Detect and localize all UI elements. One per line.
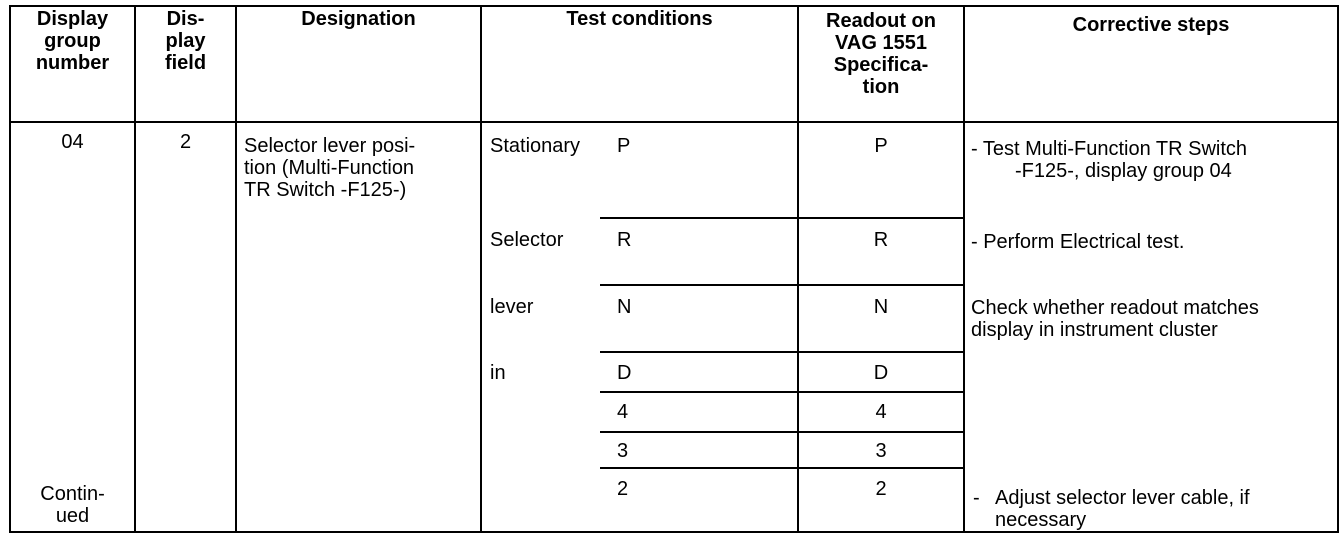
readout-value: 3	[875, 440, 887, 462]
condition-in: in	[490, 362, 506, 384]
corrective-step-check-readout	[971, 297, 1259, 341]
table-border-top	[9, 5, 1339, 7]
designation-line: TR Switch -F125-)	[244, 179, 407, 201]
corrective-line: -F125-, display group 04	[1015, 160, 1232, 182]
corrective-step-electrical-test: - Perform Electrical test.	[971, 231, 1185, 253]
readout-value: P	[874, 135, 888, 157]
display-field: 2	[179, 131, 192, 153]
continued-line: ued	[55, 505, 90, 527]
corrective-line: necessary	[995, 509, 1087, 531]
column-divider	[963, 5, 965, 533]
row-divider	[600, 284, 964, 286]
corrective-line: Check whether readout matches	[971, 297, 1259, 319]
header-line: Readout on	[826, 10, 936, 32]
header-line: number	[35, 52, 110, 74]
display-group-number: 04	[61, 131, 84, 153]
header-line: Display	[36, 8, 109, 30]
lever-position: 3	[617, 440, 629, 462]
continued-note	[11, 483, 134, 527]
header-line: Dis-	[166, 8, 205, 30]
header-line: play	[165, 30, 206, 52]
lever-position: D	[617, 362, 632, 384]
column-divider	[134, 5, 136, 533]
row-divider	[600, 351, 964, 353]
row-divider	[600, 391, 964, 393]
lever-position: R	[617, 229, 632, 251]
header-test-conditions: Test conditions	[566, 8, 713, 30]
table-border-bottom	[9, 531, 1339, 533]
column-divider	[235, 5, 237, 533]
header-line: field	[164, 52, 207, 74]
header-line: VAG 1551	[835, 32, 927, 54]
readout-value: R	[873, 229, 889, 251]
readout-value: D	[873, 362, 889, 384]
readout-value: 2	[875, 478, 887, 500]
header-line: tion	[862, 76, 900, 98]
designation-line: tion (Multi-Function	[244, 157, 415, 179]
header-display-field	[136, 8, 235, 74]
corrective-step-test-switch	[971, 138, 1247, 182]
condition-stationary: Stationary	[490, 135, 581, 157]
header-line: Specifica-	[833, 54, 929, 76]
lever-position: 4	[617, 401, 629, 423]
designation-line: Selector lever posi-	[244, 135, 416, 157]
corrective-step-dash: -	[973, 487, 980, 509]
header-readout-specification	[799, 10, 963, 98]
corrective-line: - Test Multi-Function TR Switch	[971, 138, 1248, 160]
column-divider	[480, 5, 482, 533]
corrective-line: display in instrument cluster	[971, 319, 1218, 341]
header-line: group	[44, 30, 101, 52]
corrective-step-adjust-cable	[995, 487, 1250, 531]
lever-position: 2	[617, 478, 629, 500]
lever-position: P	[617, 135, 631, 157]
row-divider	[600, 467, 964, 469]
header-designation: Designation	[301, 8, 416, 30]
table-border-left	[9, 5, 11, 533]
header-separator	[9, 121, 1339, 123]
row-divider	[600, 431, 964, 433]
lever-position: N	[617, 296, 632, 318]
continued-line: Contin-	[40, 483, 105, 505]
corrective-line: Adjust selector lever cable, if	[995, 487, 1250, 509]
header-corrective-steps: Corrective steps	[1072, 14, 1230, 36]
designation-text	[244, 135, 415, 201]
readout-value: N	[873, 296, 889, 318]
row-divider	[600, 217, 964, 219]
condition-selector: Selector	[490, 229, 564, 251]
readout-value: 4	[875, 401, 887, 423]
table-border-right	[1337, 5, 1339, 533]
header-display-group-number	[11, 8, 134, 74]
condition-lever: lever	[490, 296, 534, 318]
